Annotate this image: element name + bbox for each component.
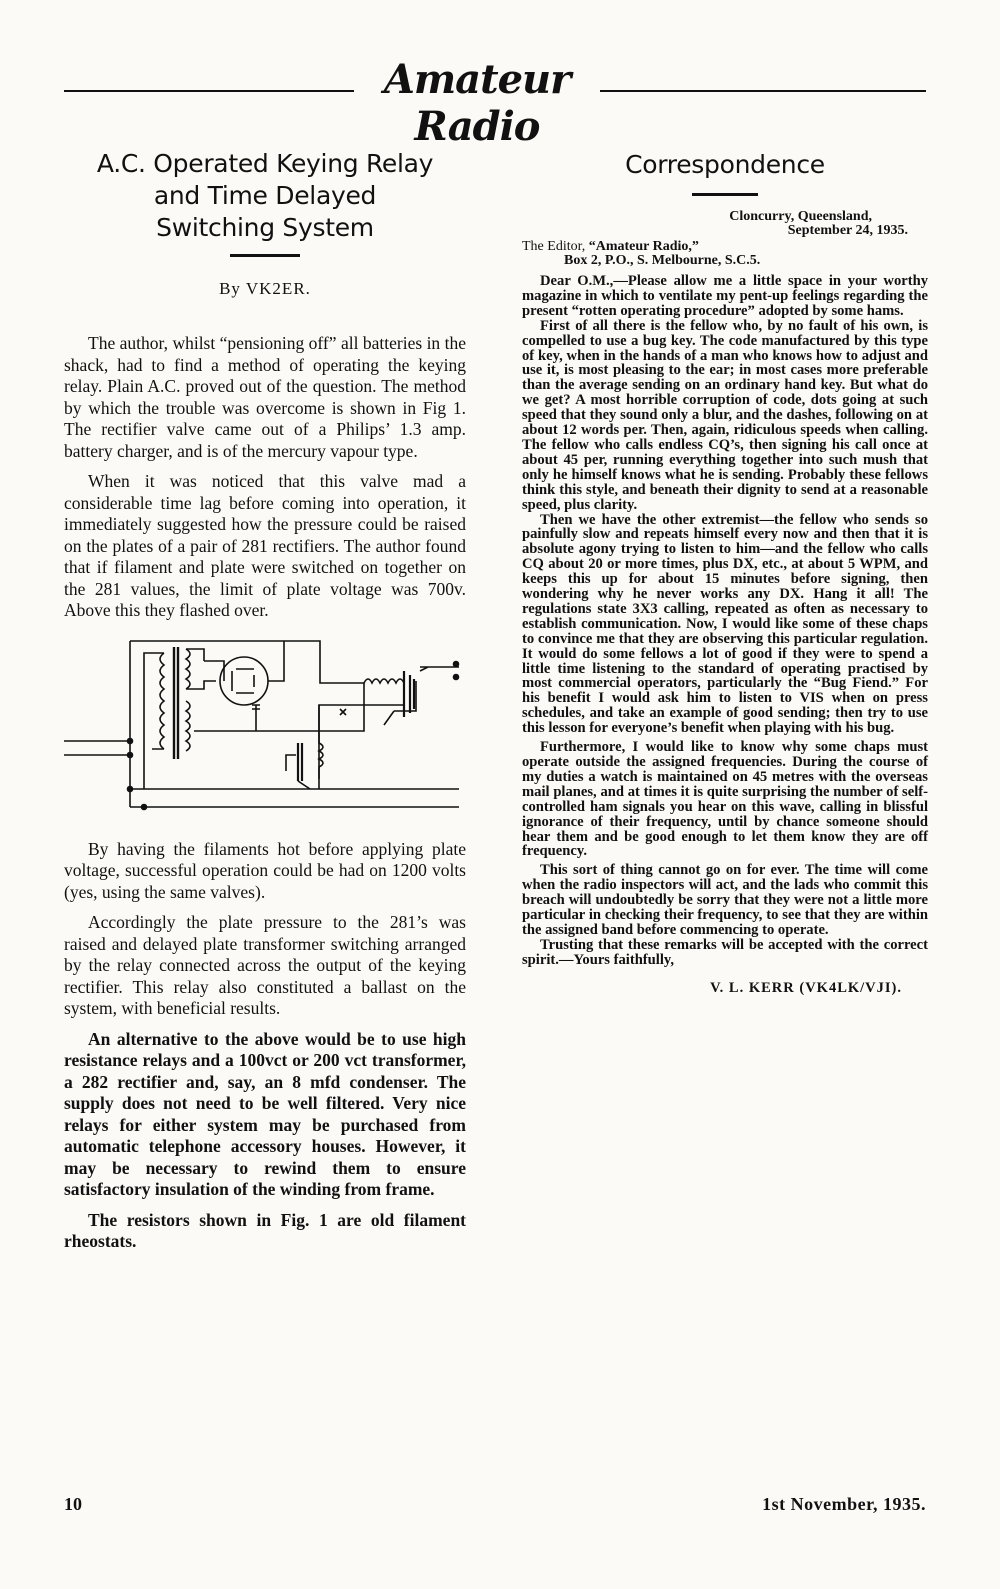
correspondence-column (522, 150, 928, 997)
letter-signature: V. L. KERR (VK4LK/VJI). (710, 979, 902, 996)
letter-paragraph: Furthermore, I would like to know why some chaps must operate outside the assigned frequencies. During the course of my duties a watch is maintained on 45 metres with the overseas mail planes, and at times it is quite surprising the number of self-controlled ham signals you hear on this wave, calling in blissful ignorance of their frequency, until by chance someone should hear them and be good enough to let them know they are off frequency. (522, 739, 928, 860)
title-line-3: Switching System (156, 213, 374, 242)
circuit-wire (130, 641, 364, 683)
circuit-wire (268, 641, 284, 681)
condenser (252, 705, 260, 731)
paragraph: The author, whilst “pensioning off” all batteries in the shack, had to find a method of operating the keying relay. Plain A.C. proved out of the question. The method by which the trouble was overcome is shown in Fig 1. The rectifier valve came out of a Philips’ 1.3 amp. battery charger, and is of the mercury vapour type. (64, 333, 466, 461)
cross-junction-icon (340, 709, 346, 715)
rectifier-valve (220, 657, 268, 705)
relay-contacts (384, 667, 459, 725)
circuit-wire (130, 761, 144, 807)
circuit-node (128, 786, 133, 791)
title-divider (230, 254, 300, 257)
title-line-2: and Time Delayed (153, 181, 377, 210)
transformer-secondary-coil (186, 649, 190, 689)
issue-date: 1st November, 1935. (762, 1494, 926, 1514)
letter-paragraph: First of all there is the fellow who, by no fault of his own, is compelled to use a bug key. The code manufactured by this type of key, when in the hands of a man who knows how to adjust and use it, is most pleasing to the ear; in most cases more preferable than the average sending on an ordinary hand key. But what do we get? A most horrible corruption of code, dots going at such speed that they sound only a blur, and the dashes, following on at about 12 words per. Then, again, ridiculous speeds when calling. The fellow who calls endless CQ’s, then signing his call once at about 45 per, running everything together into such mush that only he himself knows what he is sending. Probably these fellows think this style, and beneath their dignity to send at a reasonable speed, plus clarity. (522, 317, 928, 513)
transformer-secondary-coil (186, 701, 190, 751)
relay-magnet (404, 671, 414, 717)
circuit-node (128, 752, 133, 757)
title-divider (692, 193, 758, 196)
left-article (64, 148, 466, 1262)
paragraph: Accordingly the plate pressure to the 281’s was raised and delayed plate transformer switching arranged by the relay connected across the output of the keying rectifier. This relay also constituted a ballast on the system, with beneficial results. (64, 912, 466, 1018)
correspondence-title: Correspondence (625, 150, 825, 179)
paragraph: When it was noticed that this valve mad a considerable time lag before coming into operation, it immediately suggested how the pressure could be raised on the plates of a pair of 281 rectifiers. The author found that if filament and plate were switched on together on the 281 values, the limit of plate voltage was 700v. Above this they flashed over. (64, 471, 466, 620)
paragraph: An alternative to the above would be to use high resistance relays and a 100vct or 200 vct transformer, a 282 rectifier and, say, an 8 mfd condenser. The supply does not need to be well filtered. Very nice relays for either system may be purchased from automatic telephone accessory houses. However, it may be necessary to rewind them to ensure satisfactory insulation of the winding from frame. (64, 1028, 466, 1199)
letter-paragraph: This sort of thing cannot go on for ever. The time will come when the radio inspectors will act, and the lads who commit this breach will undoubtedly be sorry that they were not a little more particular in checking their frequency, to see that they are within the assigned band before commencing to operate. (522, 862, 928, 938)
circuit-wire (194, 683, 364, 731)
circuit-node (142, 804, 147, 809)
circuit-wire (64, 741, 130, 755)
masthead-rule-left (64, 90, 354, 92)
title-line-1: A.C. Operated Keying Relay (96, 149, 434, 178)
letter-place: Cloncurry, Queensland, (729, 209, 872, 224)
circuit-node (128, 738, 133, 743)
letter-recipient-address: Box 2, P.O., S. Melbourne, S.C.5. (564, 253, 761, 268)
letter-paragraph: Trusting that these remarks will be accepted with the correct spirit.—Yours faithfully, (522, 936, 928, 968)
letter-recipient (522, 240, 928, 254)
circuit-wire (130, 789, 459, 807)
circuit-diagram-fig-1 (64, 631, 466, 831)
key-terminal (454, 661, 459, 666)
masthead-rule-right (600, 90, 926, 92)
letter-date: September 24, 1935. (787, 223, 908, 238)
valve-electrodes (232, 669, 254, 693)
delay-relay-core (298, 743, 302, 781)
letter-paragraph: Then we have the other extremist—the fellow who sends so painfully slow and repeats himself every now and then that it is absolute agony trying to listen to him—and the fellow who calls CQ about 20 or more times, plus DX, etc., at about 5 WPM, and keeps this up for about 15 minutes before signing, then wondering why he never works any DX. Hang it all! The regulations state 3X3 calling, repeated as often as necessary to establish communication. Now, I would like some of these chaps to convince me that they are observing this particular regulation. It would do some fellows a lot of good if they were to spend a little time listening to the standard of operating practised by most commercial operators, particularly the “Bug Fiend.” For his benefit I would ask him to listen to VIS when on press schedules, and take an example of good sending; then try to use this lesson for everyone’s benefit when playing with his bug. (522, 511, 928, 737)
editor-magazine: “Amateur Radio,” (588, 239, 699, 254)
letter-paragraph: Dear O.M.,—Please allow me a little space in your worthy magazine in which to ventilate my pent-up feelings regarding the present “rotten operating procedure” adopted by some hams. (522, 273, 928, 319)
editor-prefix: The Editor, (522, 239, 586, 254)
left-article-title (64, 148, 466, 244)
relay-coil (319, 679, 404, 731)
paragraph: By having the filaments hot before applying plate voltage, successful operation could be had on 1200 volts (yes, using the same valves). (64, 838, 466, 902)
transformer-core (174, 647, 178, 759)
byline: By VK2ER. (219, 279, 311, 298)
key-terminal (454, 674, 459, 679)
paragraph: The resistors shown in Fig. 1 are old filament rheostats. (64, 1209, 466, 1251)
page-number: 10 (64, 1494, 82, 1514)
transformer-primary-coil (160, 653, 164, 749)
circuit-wire (204, 661, 224, 681)
masthead-title: Amateur Radio (383, 56, 571, 150)
